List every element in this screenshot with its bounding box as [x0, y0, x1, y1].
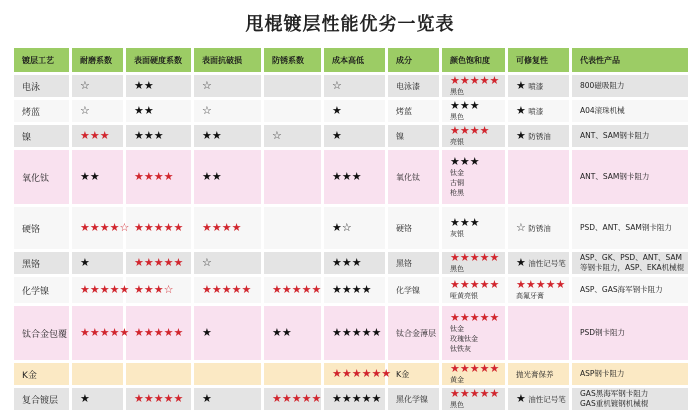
repairability-cell — [507, 74, 570, 98]
composition-cell: 钛合金薄层 — [387, 305, 440, 361]
table-row — [13, 124, 689, 148]
rating-stars: ★★★★★ — [80, 283, 130, 296]
color-saturation-cell — [441, 206, 506, 250]
rating-cell-cost — [323, 362, 392, 386]
rating-cell-hard — [125, 124, 192, 148]
rating-stars: ★★★☆ — [134, 283, 174, 296]
rating-stars: ★★★ — [332, 256, 362, 269]
repairability-cell — [507, 124, 570, 148]
rating-cell-hard — [125, 74, 192, 98]
rating-stars: ★★★★★ — [450, 278, 500, 291]
rating-stars: ☆ — [202, 79, 212, 92]
rating-stars: ★★★★★ — [332, 326, 382, 339]
page-title: 甩棍镀层性能优劣一览表 — [245, 14, 455, 35]
color-option: 玫瑰钛金 — [450, 335, 478, 343]
repair-method: 抛光膏保养 — [516, 369, 554, 379]
color-option: 亮银 — [450, 138, 464, 146]
composition-cell: 硬铬 — [387, 206, 440, 250]
color-option: 钛铁灰 — [450, 345, 471, 353]
rating-stars: ★★★ — [450, 155, 480, 168]
product-line: 800磁吸阻力 — [580, 81, 625, 90]
rating-stars: ★ — [80, 256, 90, 269]
rating-stars: ☆ — [80, 79, 90, 92]
rating-stars: ★ — [516, 79, 526, 92]
color-option: 钛金 — [450, 169, 464, 177]
coating-name: 复合镀层 — [13, 387, 70, 411]
rating-stars: ★ — [332, 129, 342, 142]
color-saturation-cell — [441, 99, 506, 123]
color-saturation-cell — [441, 362, 506, 386]
rating-cell-dmg — [193, 99, 262, 123]
color-option: 枪黑 — [450, 189, 464, 197]
rating-cell-wear — [71, 387, 124, 411]
rating-stars: ★★ — [80, 170, 100, 183]
rating-cell-rust — [263, 276, 322, 304]
rating-stars: ☆ — [332, 79, 342, 92]
rating-cell-hard — [125, 387, 192, 411]
rating-cell-dmg — [193, 305, 262, 361]
coating-comparison-table — [12, 46, 690, 412]
composition-cell: 烤蓝 — [387, 99, 440, 123]
rating-stars: ★★★★☆ — [80, 221, 130, 234]
color-option: 黑色 — [450, 265, 464, 273]
rating-stars: ★★ — [272, 326, 292, 339]
rating-cell-cost — [323, 251, 386, 275]
color-saturation-cell — [441, 149, 506, 205]
rating-cell-hard — [125, 362, 192, 386]
column-header: 成本高低 — [323, 47, 386, 73]
composition-cell: K金 — [387, 362, 440, 386]
coating-name: 氧化钛 — [13, 149, 70, 205]
table-row — [13, 149, 689, 205]
rating-stars: ★★★★ — [332, 283, 372, 296]
rating-cell-rust — [263, 149, 322, 205]
representative-products — [571, 387, 689, 411]
rating-cell-cost — [323, 305, 386, 361]
representative-products — [571, 276, 689, 304]
coating-name: 黑铬 — [13, 251, 70, 275]
coating-name: 硬铬 — [13, 206, 70, 250]
rating-stars: ★ — [516, 392, 526, 405]
repair-method: 防锈油 — [525, 224, 551, 233]
coating-name: 钛合金包覆 — [13, 305, 70, 361]
rating-cell-wear — [71, 149, 124, 205]
product-line: ANT、SAM钢卡阻力 — [580, 131, 650, 140]
color-option: 钛金 — [450, 325, 464, 333]
column-header: 防锈系数 — [263, 47, 322, 73]
repair-method: 防锈油 — [525, 132, 551, 141]
rating-cell-hard — [125, 276, 192, 304]
product-line: 等钢卡阻力，ASP、EKA机械棍 — [580, 263, 685, 272]
rating-stars: ★★★★★ — [450, 74, 500, 87]
rating-cell-dmg — [193, 251, 262, 275]
rating-cell-dmg — [193, 206, 262, 250]
rating-cell-dmg — [193, 387, 262, 411]
table-row — [13, 99, 689, 123]
product-line: ASP、GK、PSD、ANT、SAM — [580, 253, 683, 262]
product-line: PSD钢卡阻力 — [580, 328, 626, 337]
coating-name: 烤蓝 — [13, 99, 70, 123]
rating-stars: ★ — [202, 326, 212, 339]
rating-stars: ★ — [516, 129, 526, 142]
rating-stars: ☆ — [80, 104, 90, 117]
rating-cell-dmg — [193, 74, 262, 98]
rating-stars: ★★★★★ — [272, 392, 322, 405]
rating-stars: ★★★ — [450, 216, 480, 229]
rating-stars: ★★★★★ — [134, 256, 184, 269]
rating-stars: ☆ — [516, 221, 526, 234]
representative-products — [571, 99, 689, 123]
coating-name: 镍 — [13, 124, 70, 148]
rating-stars: ★★★★★ — [332, 392, 382, 405]
product-line: PSD、ANT、SAM钢卡阻力 — [580, 223, 672, 232]
rating-stars: ★★★ — [332, 170, 362, 183]
rating-cell-dmg — [193, 362, 262, 386]
rating-stars: ★★★★★ — [202, 283, 252, 296]
rating-stars: ★★★ — [134, 129, 164, 142]
representative-products — [571, 124, 689, 148]
rating-cell-rust — [263, 305, 322, 361]
rating-stars: ★★★★ — [202, 221, 242, 234]
rating-cell-wear — [71, 362, 124, 386]
rating-cell-wear — [71, 124, 124, 148]
repair-method: 喷漆 — [525, 107, 544, 116]
color-saturation-cell — [441, 305, 506, 361]
color-saturation-cell — [441, 74, 506, 98]
column-header: 表面抗破损 — [193, 47, 262, 73]
rating-stars: ★★★★★ — [80, 326, 130, 339]
representative-products — [571, 149, 689, 205]
rating-cell-dmg — [193, 276, 262, 304]
rating-cell-rust — [263, 362, 322, 386]
column-header: 耐磨系数 — [71, 47, 124, 73]
repair-method: 油性记号笔 — [525, 395, 566, 404]
column-header: 成分 — [387, 47, 440, 73]
repair-method: 喷漆 — [525, 82, 544, 91]
table-row — [13, 362, 689, 386]
rating-stars: ★★★ — [80, 129, 110, 142]
product-line: ASP、GAS海军钢卡阻力 — [580, 285, 663, 294]
rating-stars: ★ — [80, 392, 90, 405]
product-line: GAS黑海军钢卡阻力 — [580, 389, 649, 398]
column-header: 颜色饱和度 — [441, 47, 506, 73]
rating-cell-cost — [323, 387, 386, 411]
rating-stars: ★☆ — [332, 221, 352, 234]
column-header: 表面硬度系数 — [125, 47, 192, 73]
rating-cell-rust — [263, 387, 322, 411]
representative-products — [571, 74, 689, 98]
composition-cell: 化学镍 — [387, 276, 440, 304]
table-row — [13, 251, 689, 275]
comparison-chart — [12, 6, 688, 410]
rating-stars: ★ — [202, 392, 212, 405]
table-header-row — [13, 47, 689, 73]
color-saturation-cell — [441, 276, 506, 304]
repairability-cell — [507, 276, 570, 304]
product-line: ASP钢卡阻力 — [580, 369, 625, 378]
rating-stars: ★★★★★ — [450, 387, 500, 400]
rating-cell-hard — [125, 305, 192, 361]
column-header: 镀层工艺 — [13, 47, 70, 73]
representative-products — [571, 251, 689, 275]
rating-stars: ★ — [332, 104, 342, 117]
representative-products — [571, 362, 689, 386]
rating-cell-wear — [71, 251, 124, 275]
rating-cell-hard — [125, 99, 192, 123]
rating-cell-rust — [263, 124, 322, 148]
rating-cell-hard — [125, 251, 192, 275]
rating-cell-wear — [71, 99, 124, 123]
rating-stars: ☆ — [202, 104, 212, 117]
color-option: 黑色 — [450, 113, 464, 121]
repairability-cell — [507, 387, 570, 411]
rating-stars: ☆ — [202, 256, 212, 269]
coating-name: 化学镍 — [13, 276, 70, 304]
rating-stars: ★★ — [202, 129, 222, 142]
rating-cell-wear — [71, 305, 130, 361]
rating-cell-rust — [263, 74, 322, 98]
rating-stars: ★★★★★★ — [332, 367, 392, 380]
repair-method: 油性记号笔 — [525, 259, 566, 268]
column-header: 可修复性 — [507, 47, 570, 73]
rating-cell-cost — [323, 149, 386, 205]
product-line: ANT、SAM钢卡阻力 — [580, 172, 650, 181]
rating-stars: ★★★★ — [450, 124, 490, 137]
product-line: GAS重机镀钢机械棍 — [580, 399, 649, 408]
rating-cell-wear — [71, 74, 124, 98]
rating-stars: ★★★★★ — [134, 326, 184, 339]
color-option: 古铜 — [450, 179, 464, 187]
rating-cell-cost — [323, 206, 386, 250]
rating-cell-hard — [125, 149, 192, 205]
representative-products — [571, 206, 689, 250]
product-line: A04滚珠机械 — [580, 106, 625, 115]
rating-stars: ★★★★★ — [450, 311, 500, 324]
composition-cell: 镍 — [387, 124, 440, 148]
rating-stars: ★★ — [202, 170, 222, 183]
rating-stars: ★★ — [134, 79, 154, 92]
rating-cell-wear — [71, 206, 130, 250]
composition-cell: 黑化学镍 — [387, 387, 440, 411]
table-row — [13, 276, 689, 304]
rating-stars: ★ — [516, 256, 526, 269]
rating-cell-rust — [263, 206, 322, 250]
composition-cell: 电泳漆 — [387, 74, 440, 98]
repairability-cell — [507, 99, 570, 123]
repair-method: 高氟牙膏 — [516, 292, 544, 300]
table-row — [13, 74, 689, 98]
composition-cell: 氧化钛 — [387, 149, 440, 205]
color-option: 黑色 — [450, 401, 464, 409]
rating-cell-rust — [263, 99, 322, 123]
repairability-cell — [507, 206, 570, 250]
rating-cell-dmg — [193, 149, 262, 205]
rating-stars: ★★★★ — [134, 170, 174, 183]
color-saturation-cell — [441, 251, 506, 275]
color-option: 黄金 — [450, 376, 464, 384]
color-option: 哑黄亮银 — [450, 292, 478, 300]
rating-cell-cost — [323, 124, 386, 148]
representative-products — [571, 305, 689, 361]
rating-cell-cost — [323, 276, 386, 304]
rating-stars: ★★★★★ — [134, 221, 184, 234]
rating-stars: ★★★★★ — [516, 278, 566, 291]
composition-cell: 黑铬 — [387, 251, 440, 275]
rating-cell-cost — [323, 74, 386, 98]
rating-stars: ★★★★★ — [272, 283, 322, 296]
column-header: 代表性产品 — [571, 47, 689, 73]
rating-cell-cost — [323, 99, 386, 123]
repairability-cell — [507, 251, 570, 275]
table-row — [13, 387, 689, 411]
table-row — [13, 305, 689, 361]
rating-cell-wear — [71, 276, 130, 304]
rating-stars: ★★★ — [450, 99, 480, 112]
repairability-cell — [507, 362, 570, 386]
rating-stars: ☆ — [272, 129, 282, 142]
rating-stars: ★★★★★ — [450, 251, 500, 264]
rating-stars: ★★ — [134, 104, 154, 117]
rating-stars: ★ — [516, 104, 526, 117]
color-saturation-cell — [441, 124, 506, 148]
rating-stars: ★★★★★ — [134, 392, 184, 405]
repairability-cell — [507, 149, 570, 205]
rating-stars: ★★★★★ — [450, 362, 500, 375]
color-option: 黑色 — [450, 88, 464, 96]
color-saturation-cell — [441, 387, 506, 411]
coating-name: 电泳 — [13, 74, 70, 98]
coating-name: K金 — [13, 362, 70, 386]
rating-cell-dmg — [193, 124, 262, 148]
table-row — [13, 206, 689, 250]
rating-cell-rust — [263, 251, 322, 275]
rating-cell-hard — [125, 206, 192, 250]
repairability-cell — [507, 305, 570, 361]
color-option: 灰银 — [450, 230, 464, 238]
